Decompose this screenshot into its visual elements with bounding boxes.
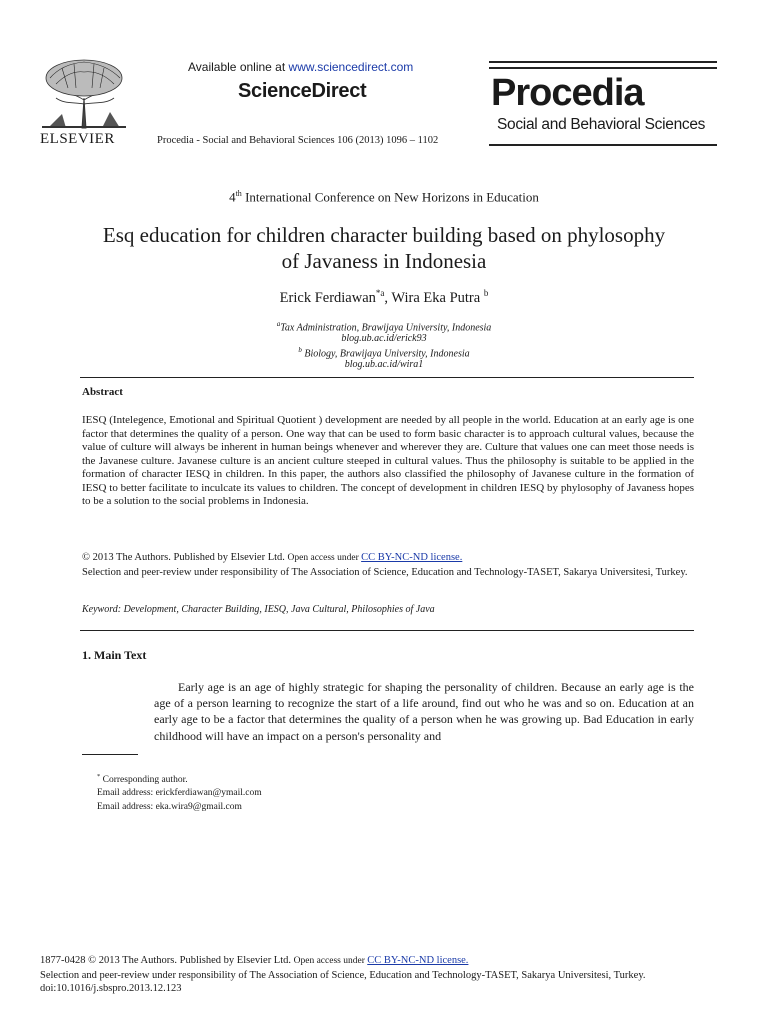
- procedia-title: Procedia: [491, 72, 644, 114]
- body-paragraph: Early age is an age of highly strategic for shaping the personality of children. Because an early age is the age of a person learning to recognize the start of a life around, find out who he was and so on. Education at an early age to be a factor that determines the quality of a person when he was growing up. Bad Education in early childhood will have an impact on a person's personality and: [154, 680, 694, 743]
- conference-name: 4th International Conference on New Horizons in Education: [229, 189, 539, 205]
- license-link[interactable]: CC BY-NC-ND license.: [361, 552, 463, 563]
- affiliation: $^b$ Biology, Brawijaya University, Indonesia: [298, 346, 470, 360]
- affiliation-link[interactable]: blog.ub.ac.id/wira1: [344, 359, 424, 370]
- available-online: Available online at www.sciencedirect.com: [188, 60, 414, 74]
- authors: Erick Ferdiawan$^{*a}$, Wira Eka Putra $^b$: [279, 288, 489, 306]
- section-heading: 1. Main Text: [82, 648, 147, 662]
- email-2[interactable]: Email address: eka.wira9@gmail.com: [97, 801, 242, 812]
- footer-license-link[interactable]: CC BY-NC-ND license.: [367, 955, 469, 966]
- publisher-name: ELSEVIER: [40, 131, 115, 147]
- elsevier-tree-logo-icon: [42, 58, 126, 130]
- procedia-subtitle: Social and Behavioral Sciences: [497, 116, 706, 133]
- page-footer: 1877-0428 © 2013 The Authors. Published by Elsevier Ltd. Open access under CC BY-NC-ND license. Selection and peer-review under responsibility of The Association of Science, Education and Technology-TASET, Sakarya Universitesi, Turkey. doi:10.1016/j.sbspro.2013.12.123: [40, 955, 646, 995]
- footnote-rule: [82, 754, 138, 755]
- header-rule: [489, 67, 717, 69]
- footnote: * Corresponding author. Email address: erickferdiawan@ymail.com Email address: eka.wira9@gmail.com: [97, 773, 262, 812]
- header-rule: [489, 61, 717, 63]
- sciencedirect-logo: ScienceDirect: [238, 80, 367, 102]
- keywords: Keyword: Development, Character Building, IESQ, Java Cultural, Philosophies of Java: [82, 604, 435, 615]
- affiliation-link[interactable]: blog.ub.ac.id/erick93: [341, 333, 427, 344]
- section-rule: [80, 377, 694, 378]
- header-rule: [489, 144, 717, 146]
- abstract-heading: Abstract: [82, 386, 123, 398]
- section-rule: [80, 630, 694, 631]
- doi[interactable]: doi:10.1016/j.sbspro.2013.12.123: [40, 983, 182, 995]
- affiliation: $^a$Tax Administration, Brawijaya University, Indonesia: [276, 320, 492, 334]
- journal-citation: Procedia - Social and Behavioral Sciences 106 (2013) 1096 – 1102: [157, 135, 439, 146]
- email-1[interactable]: Email address: erickferdiawan@ymail.com: [97, 788, 262, 799]
- copyright-notice: © 2013 The Authors. Published by Elsevier Ltd. Open access under CC BY-NC-ND license. Selection and peer-review under responsibility of The Association of Science, Education and Technology-TASET, Sakarya Universitesi, Turkey.: [82, 552, 688, 578]
- abstract-text: IESQ (Intelegence, Emotional and Spiritual Quotient ) development are needed by all people in the world. Education at an early age is one factor that determines the quality of a person. One way that can be used to form basic character is to approach cultural values, because the value of culture will always be inherent in human beings whenever and wherever they are. Culture that values one can meet those needs is the Javanese culture. Javanese culture is an ancient culture steeped in cultural values. Thus the philosophy is suitable to be applied in the formation of character IESQ in children. In this paper, the authors also classified the philosophy of Javanese culture in the formation of IESQ to better facilitate to inculcate its values to children. The concept of development in children IESQ by phylosophy of Javaness hopes to be a solution to the social problems in Indonesia.: [82, 414, 694, 507]
- sciencedirect-link[interactable]: www.sciencedirect.com: [288, 60, 414, 74]
- paper-title: Esq education for children character building based on phylosophy of Javaness in Indonesia: [102, 223, 666, 273]
